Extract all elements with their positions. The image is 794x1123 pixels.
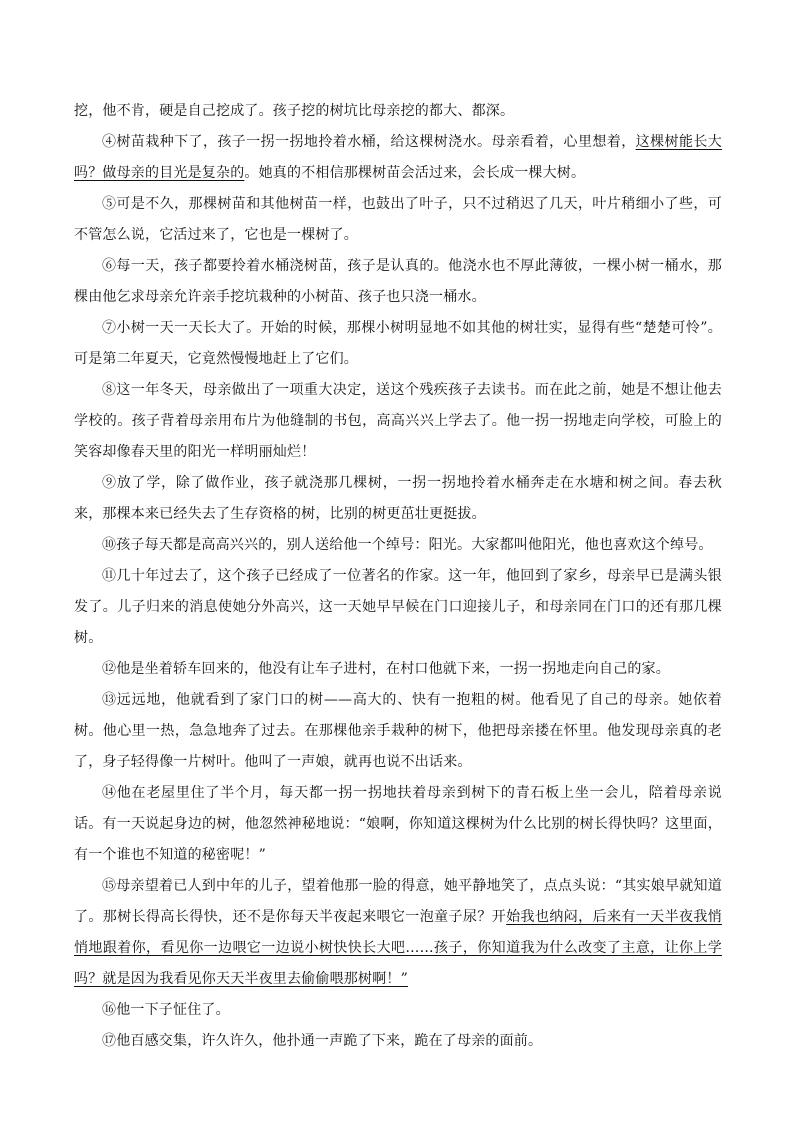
paragraph-9 bbox=[74, 468, 722, 530]
paragraph-5 bbox=[74, 189, 722, 251]
paragraph-text: ⑬远远地，他就看到了家门口的树——高大的、快有一抱粗的树。他看见了自己的母亲。她依着树。他心里一热，急急地奔了过去。在那棵他亲手栽种的树下，他把母亲搂在怀里。他发现母亲真的老了，身子轻得像一片树叶。他叫了一声娘，就再也说不出话来。 bbox=[74, 692, 722, 770]
paragraph-text: ⑭他在老屋里住了半个月，每天都一拐一拐地扶着母亲到树下的青石板上坐一会儿，陪着母亲说话。有一天说起身边的树，他忽然神秘地说：“娘啊，你知道这棵树为什么比别的树长得快吗？这里面，有一个谁也不知道的秘密呢！” bbox=[74, 785, 722, 863]
paragraph-13 bbox=[74, 685, 722, 778]
paragraph-text: ⑥每一天，孩子都要拎着水桶浇树苗，孩子是认真的。他浇水也不厚此薄彼，一棵小树一桶水，那棵由他乞求母亲允许亲手挖坑栽种的小树苗、孩子也只浇一桶水。 bbox=[74, 258, 722, 305]
document-page bbox=[74, 96, 722, 1057]
paragraph-7 bbox=[74, 313, 722, 375]
paragraph-text: ⑧这一年冬天，母亲做出了一项重大决定，送这个残疾孩子去读书。而在此之前，她是不想让他去学校的。孩子背着母亲用布片为他缝制的书包，高高兴兴上学去了。他一拐一拐地走向学校，可脸上的笑容却像春天里的阳光一样明丽灿烂！ bbox=[74, 382, 722, 460]
paragraph-text: 。她真的不相信那棵树苗会活过来，会长成一棵大树。 bbox=[244, 165, 586, 181]
paragraph-text: 挖，他不肯，硬是自己挖成了。孩子挖的树坑比母亲挖的都大、都深。 bbox=[74, 103, 515, 119]
paragraph-12 bbox=[74, 654, 722, 685]
paragraph-text: ⑩孩子每天都是高高兴兴的，别人送给他一个绰号：阳光。大家都叫他阳光，他也喜欢这个绰号。 bbox=[102, 537, 713, 553]
paragraph-text: ⑤可是不久，那棵树苗和其他树苗一样，也鼓出了叶子，只不过稍迟了几天，叶片稍细小了些，可不管怎么说，它活过来了，它也是一棵树了。 bbox=[74, 196, 722, 243]
paragraph-text: ⑪几十年过去了，这个孩子已经成了一位著名的作家。这一年，他回到了家乡，母亲早已是满头银发了。儿子归来的消息使她分外高兴，这一天她早早候在门口迎接儿子，和母亲同在门口的还有那几棵树。 bbox=[74, 568, 722, 646]
paragraph-text: ⑰他百感交集，许久许久，他扑通一声跪了下来，跪在了母亲的面前。 bbox=[102, 1033, 543, 1049]
paragraph-text: ⑨放了学，除了做作业，孩子就浇那几棵树，一拐一拐地拎着水桶奔走在水塘和树之间。春去秋来，那棵本来已经失去了生存资格的树，比别的树更茁壮更挺拔。 bbox=[74, 475, 722, 522]
paragraph-4 bbox=[74, 127, 722, 189]
underlined-text: 这棵树能长大吗？做母亲的目光是复杂的 bbox=[74, 134, 722, 181]
paragraph-0 bbox=[74, 96, 722, 127]
paragraph-16 bbox=[74, 995, 722, 1026]
paragraph-text: ⑯他一下子怔住了。 bbox=[102, 1002, 230, 1018]
paragraph-text: ⑫他是坐着轿车回来的，他没有让车子进村，在村口他就下来，一拐一拐地走向自己的家。 bbox=[102, 661, 670, 677]
paragraph-11 bbox=[74, 561, 722, 654]
paragraph-text: ⑮母亲望着已人到中年的儿子，望着他那一脸的得意，她平静地笑了，点点头说：“其实娘早就知道了。那树长得高长得快，还不是你每天半夜起来喂它一泡童子尿？开 bbox=[74, 878, 722, 925]
paragraph-6 bbox=[74, 251, 722, 313]
paragraph-text: ⑦小树一天一天长大了。开始的时候，那棵小树明显地不如其他的树壮实，显得有些“楚楚可怜”。可是第二年夏天，它竟然慢慢地赶上了它们。 bbox=[74, 320, 722, 367]
paragraph-text: ④树苗栽种下了，孩子一拐一拐地拎着水桶，给这棵树浇水。母亲看着，心里想着， bbox=[102, 134, 636, 150]
paragraph-14 bbox=[74, 778, 722, 871]
paragraph-15 bbox=[74, 871, 722, 995]
paragraph-17 bbox=[74, 1026, 722, 1057]
paragraph-10 bbox=[74, 530, 722, 561]
underlined-text: 始我也纳闷，后来有一天半夜我悄悄地跟着你，看见你一边喂它一边说小树快快长大吧……孩子，你知道我为什么改变了主意，让你上学吗？就是因为我看见你天天半夜里去偷偷喂那树啊！” bbox=[74, 909, 723, 987]
paragraph-8 bbox=[74, 375, 722, 468]
